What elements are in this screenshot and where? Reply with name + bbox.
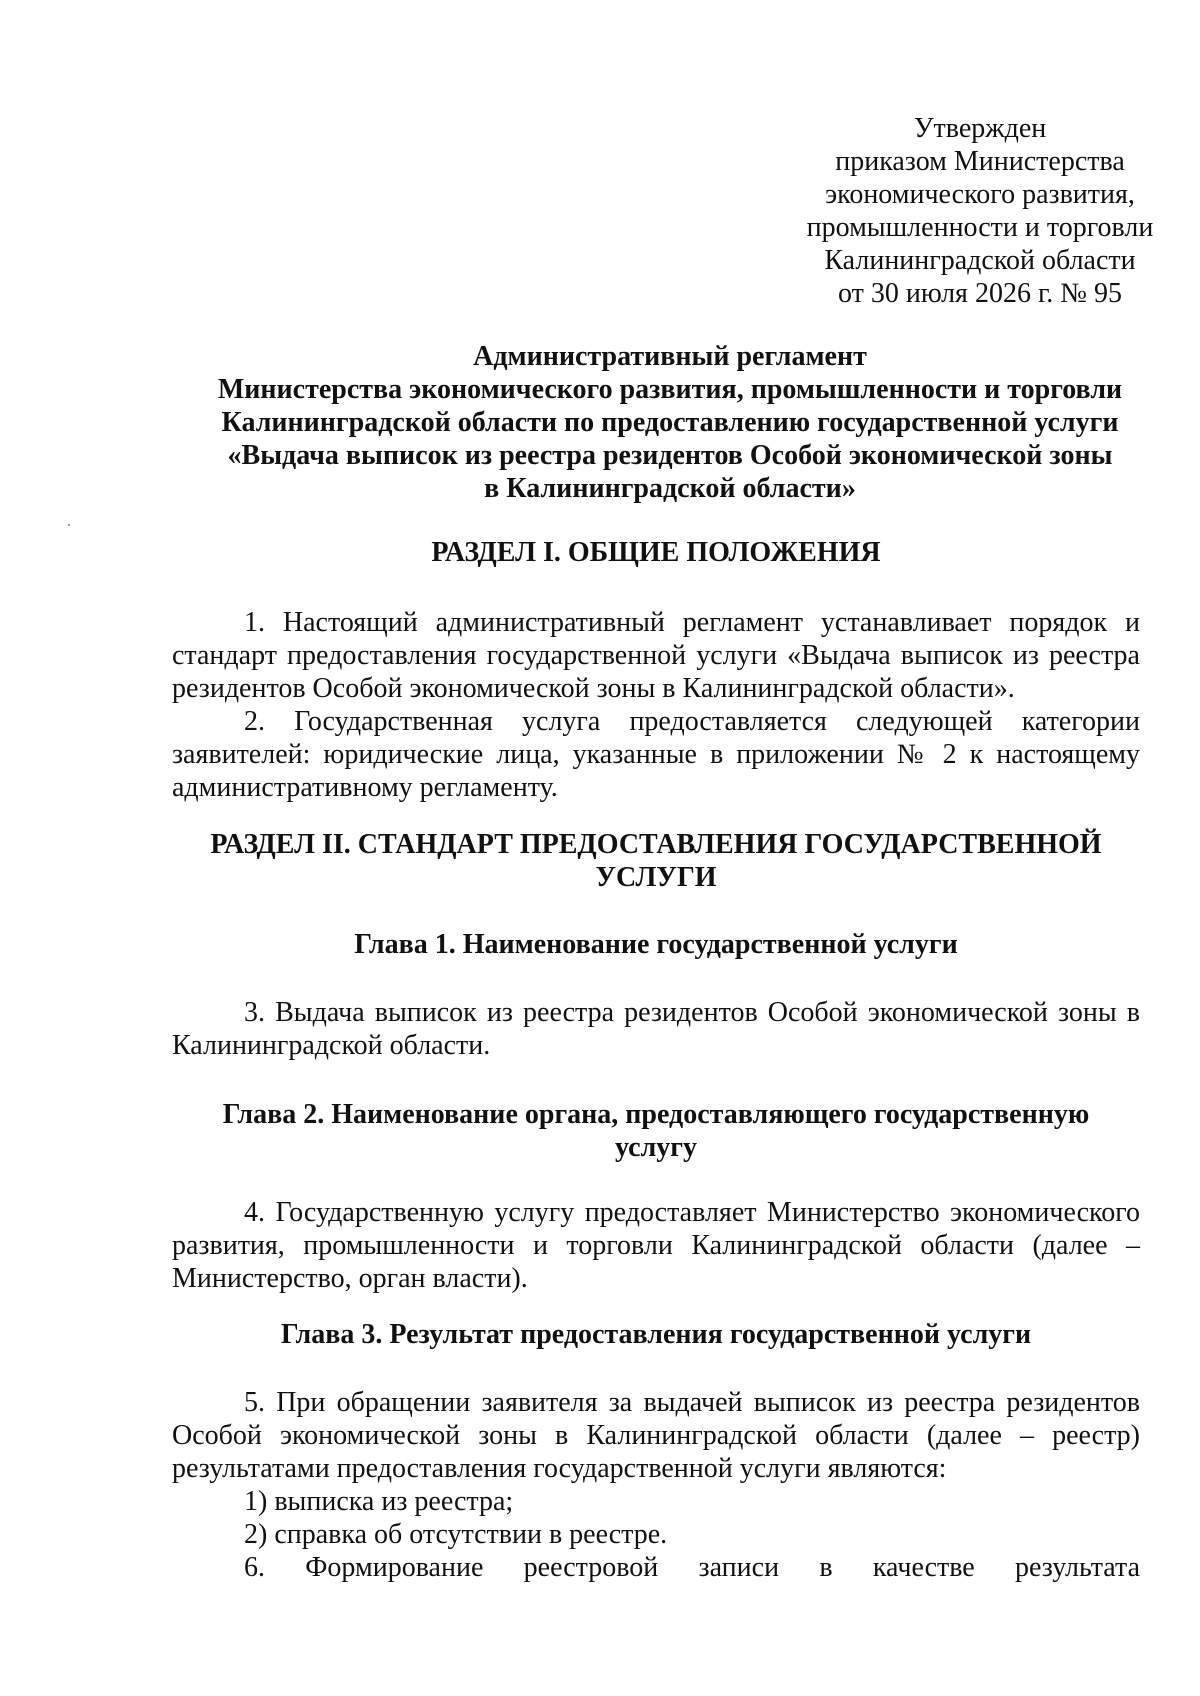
approval-stamp [780,112,1180,310]
chapter-2-heading-line-2: услугу [615,1132,697,1163]
scan-artifact [68,524,70,526]
chapter-2-heading-line-1: Глава 2. Наименование органа, предоставляющего государственную [222,1099,1090,1130]
chapter-2-heading-block [172,1098,1140,1164]
section-1-heading-block [172,536,1140,569]
approval-line: Калининградской области [824,245,1136,276]
paragraph-1: 1. Настоящий административный регламент устанавливает порядок и стандарт предоставления государственной услуги «Выдача выписок из реестра резидентов Особой экономической зоны в Калининградской области». [172,607,1140,704]
approval-line: промышленности и торговли [806,212,1154,243]
paragraph-2: 2. Государственная услуга предоставляется следующей категории заявителей: юридические лица, указанные в приложении № 2 к настоящему административному регламенту. [172,706,1140,803]
section-2-heading-block [172,828,1140,894]
approval-line: приказом Министерства [835,146,1125,177]
list-item: 1) выписка из реестра; [244,1486,514,1517]
chapter-3-heading: Глава 3. Результат предоставления государственной услуги [280,1319,1032,1350]
section-1-body [172,606,1140,804]
chapter-3-heading-block [172,1318,1140,1351]
approval-line: экономического развития, [825,179,1135,210]
paragraph-6: 6. Формирование реестровой записи в качестве результата [244,1552,1140,1583]
paragraph-3: 3. Выдача выписок из реестра резидентов Особой экономической зоны в Калининградской области. [172,997,1140,1061]
section-2-heading-line-1: РАЗДЕЛ II. СТАНДАРТ ПРЕДОСТАВЛЕНИЯ ГОСУДАРСТВЕННОЙ [210,829,1102,860]
paragraph-5: 5. При обращении заявителя за выдачей выписок из реестра резидентов Особой экономической зоны в Калининградской области (далее – реестр) результатами предоставления государственной услуги являются: [172,1387,1140,1484]
paragraph-4: 4. Государственную услугу предоставляет Министерство экономического развития, промышленности и торговли Калининградской области (далее – Министерство, орган власти). [172,1197,1140,1294]
document-title [170,340,1170,505]
approval-line: от 30 июля 2026 г. № 95 [838,278,1122,309]
title-line: Калининградской области по предоставлению государственной услуги [221,407,1119,438]
approval-line: Утвержден [913,113,1047,144]
title-line: в Калининградской области» [484,473,856,504]
title-line: Министерства экономического развития, промышленности и торговли [217,374,1123,405]
chapter-1-body [172,996,1140,1062]
section-2-heading-line-2: УСЛУГИ [595,862,717,893]
chapter-2-body [172,1196,1140,1295]
section-1-heading: РАЗДЕЛ I. ОБЩИЕ ПОЛОЖЕНИЯ [431,537,881,568]
title-line: «Выдача выписок из реестра резидентов Особой экономической зоны [227,440,1113,471]
title-line: Административный регламент [473,341,867,372]
chapter-1-heading: Глава 1. Наименование государственной услуги [354,929,958,960]
chapter-1-heading-block [172,928,1140,961]
list-item: 2) справка об отсутствии в реестре. [244,1519,668,1550]
chapter-3-body [172,1386,1140,1584]
